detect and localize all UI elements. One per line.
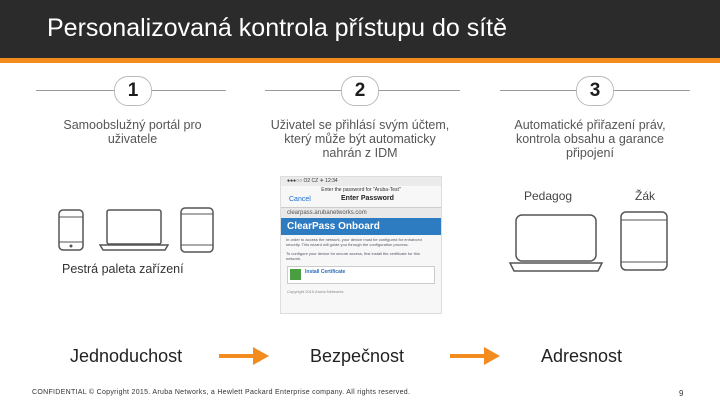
laptop-outline-icon — [508, 213, 604, 273]
step-description: Uživatel se přihlásí svým účtem, který může být automaticky nahrán z IDM — [270, 118, 450, 160]
password-nav-bar — [281, 193, 441, 208]
page-title: Personalizovaná kontrola přístupu do sítě — [47, 14, 507, 42]
portal-copyright: Copyright 2015 Aruba Networks — [287, 289, 344, 294]
onboard-banner: ClearPass Onboard — [281, 218, 441, 235]
phone-status-bar: ●●●○○ O2 CZ ✈ 12:34 — [281, 177, 441, 186]
captive-portal-screenshot — [280, 176, 442, 314]
step-number: 1 — [114, 76, 152, 106]
step-description: Automatické přiřazení práv, kontrola obsahu a garance připojení — [514, 118, 666, 160]
portal-url: clearpass.arubanetworks.com — [281, 208, 441, 218]
cancel-button[interactable]: Cancel — [289, 196, 311, 203]
certificate-icon — [290, 269, 301, 280]
nav-title: Enter Password — [341, 195, 394, 202]
install-certificate-button[interactable] — [287, 266, 435, 284]
phone-outline-icon — [58, 209, 84, 251]
tablet-outline-icon — [619, 210, 669, 272]
devices-caption: Pestrá paleta zařízení — [62, 262, 184, 276]
value-label-simplicity: Jednoduchost — [70, 346, 183, 366]
step-number: 3 — [576, 76, 614, 106]
footer-copyright: CONFIDENTIAL © Copyright 2015. Aruba Networks, a Hewlett Packard Enterprise company. All rights reserved. — [32, 389, 411, 396]
laptop-outline-icon — [99, 209, 169, 251]
step-number: 2 — [341, 76, 379, 106]
step-3 — [480, 76, 720, 104]
role-label-teacher: Pedagog — [524, 189, 573, 203]
step-1 — [0, 76, 240, 104]
tablet-outline-icon — [180, 207, 214, 253]
password-hint: Enter the password for "Aruba-Test" — [321, 187, 401, 193]
install-certificate-label: Install Certificate — [305, 269, 346, 275]
step-2 — [240, 76, 480, 104]
value-label-targeting: Adresnost — [541, 346, 623, 366]
onboard-instruction-text: To configure your device for secure access, first install the certificate for this network. — [286, 251, 420, 261]
step-description: Samoobslužný portál pro uživatele — [63, 118, 202, 146]
value-label-security: Bezpečnost — [310, 346, 405, 366]
arrow-right-icon — [217, 344, 271, 368]
role-label-student: Žák — [635, 189, 656, 203]
header-accent-stripe — [0, 58, 720, 63]
onboard-info-text: In order to access the network, your device must be configured for enhanced security. This wizard will guide you through the configuration process. — [286, 237, 422, 247]
page-number: 9 — [679, 389, 684, 398]
arrow-right-icon — [448, 344, 502, 368]
